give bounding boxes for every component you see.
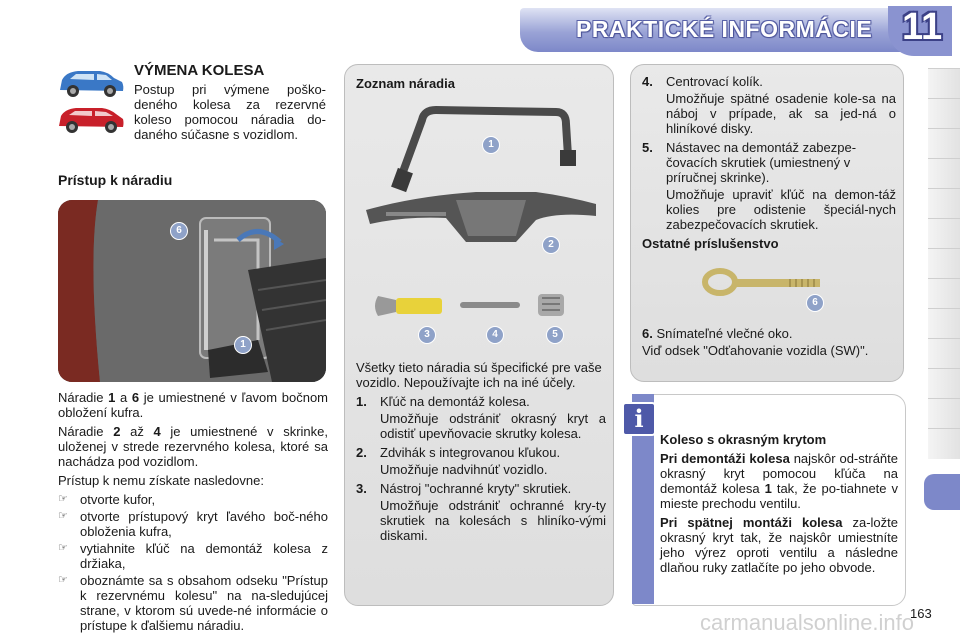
paragraph: Prístup k nemu získate nasledovne:: [58, 473, 264, 488]
photo-callout: 6: [170, 222, 188, 240]
info-title: Koleso s okrasným krytom: [660, 432, 827, 447]
side-tab[interactable]: [928, 128, 960, 159]
side-tab[interactable]: [928, 158, 960, 189]
side-tab[interactable]: [928, 68, 960, 99]
list-item: ☞ oboznámte sa s obsahom odseku "Prístup k rezervnému kolesu" na na-sledujúcej strane, v ktorom sú uvede-né informácie o prístupe k ďalšiemu náradiu.: [58, 573, 328, 633]
list-item: 5. Nástavec na demontáž zabezpe-čovacích skrutiek (umiestnený v príručnej skrinke).: [642, 140, 857, 185]
tool-callout: 5: [546, 326, 564, 344]
tool-list-heading: Zoznam náradia: [356, 76, 455, 91]
tool-callout: 1: [482, 136, 500, 154]
side-tab[interactable]: [928, 368, 960, 399]
paragraph: Náradie 2 až 4 je umiestnené v skrinke, uloženej v strede rezervného kolesa, ktoré sa nachádza pod vozidlom.: [58, 424, 328, 469]
pointing-hand-icon: ☞: [58, 574, 68, 586]
list-item-desc: Umožňuje nadvihnúť vozidlo.: [380, 462, 548, 477]
pointing-hand-icon: ☞: [58, 542, 68, 554]
list-item: 2. Zdvihák s integrovanou kľukou.: [356, 445, 561, 460]
pointing-hand-icon: ☞: [58, 493, 68, 505]
side-tab[interactable]: [928, 248, 960, 279]
list-item-desc: Umožňuje upraviť kľúč na demon-táž kolies pre odistenie špeciál-nych zabezpečovacích skrutiek.: [666, 187, 896, 232]
side-tab-active[interactable]: [924, 474, 960, 510]
pointing-hand-icon: ☞: [58, 510, 68, 522]
left-body-text: [58, 390, 328, 635]
tool-callout: 4: [486, 326, 504, 344]
list-item: 3. Nástroj "ochranné kryty" skrutiek.: [356, 481, 572, 496]
side-tab[interactable]: [928, 278, 960, 309]
info-icon: i: [622, 402, 656, 436]
intro-text: Postup pri výmene poško-deného kolesa za rezervné koleso pomocou náradia do-daného súčasne s vozidlom.: [134, 82, 326, 142]
watermark: carmanualsonline.info: [700, 610, 915, 635]
car-red-icon: [56, 102, 126, 136]
list-item: ☞ otvorte prístupový kryt ľavého boč-ného obloženia kufra,: [58, 509, 328, 539]
list-item-desc: Umožňuje spätné osadenie kole-sa na náboj v prípade, ak sa jed-ná o hliníkové disky.: [666, 91, 896, 136]
page-title: PRAKTICKÉ INFORMÁCIE: [576, 16, 873, 42]
chapter-number: 11: [902, 6, 943, 48]
list-item-desc: Umožňuje odstrániť ochranné kry-ty skrutiek na kolesách s hliníko-vými diskami.: [380, 498, 606, 543]
paragraph: 6. Snímateľné vlečné oko.: [642, 326, 793, 341]
list-item: 1. Kľúč na demontáž kolesa.: [356, 394, 530, 409]
accessories-footnote: [642, 326, 896, 360]
paragraph: Všetky tieto náradia sú špecifické pre vaše vozidlo. Nepoužívajte ich na iné účely.: [356, 360, 602, 390]
list-item: 4. Centrovací kolík.: [642, 74, 763, 89]
list-item: ☞ vytiahnite kľúč na demontáž kolesa z držiaka,: [58, 541, 328, 571]
side-tab[interactable]: [928, 308, 960, 339]
paragraph: Náradie 1 a 6 je umiestnené v ľavom bočnom obložení kufra.: [58, 390, 328, 420]
tool-callout: 2: [542, 236, 560, 254]
page-number: 163: [910, 606, 932, 621]
side-tab[interactable]: [928, 188, 960, 219]
tools-illustration: [356, 100, 606, 360]
photo-callout: 1: [234, 336, 252, 354]
trunk-tool-photo: [58, 200, 326, 382]
info-text: [660, 432, 898, 579]
accessories-text: [642, 74, 896, 251]
side-tab[interactable]: [928, 428, 960, 459]
section-title: VÝMENA KOLESA: [134, 62, 265, 79]
side-tab[interactable]: [928, 398, 960, 429]
paragraph: Pri demontáži kolesa najskôr od-stráňte okrasný kryt pomocou kľúča na demontáž kolesa 1 tak, že po-tiahnete v mieste prechodu ventilu.: [660, 451, 898, 511]
tool-callout: 3: [418, 326, 436, 344]
accessory-callout: 6: [806, 294, 824, 312]
tool-list-text: [356, 360, 606, 547]
other-accessories-heading: Ostatné príslušenstvo: [642, 236, 779, 251]
side-tab[interactable]: [928, 98, 960, 129]
car-blue-icon: [56, 66, 126, 100]
list-item-desc: Umožňuje odstrániť okrasný kryt a odistiť upevňovacie skrutky kolesa.: [380, 411, 606, 441]
side-tab[interactable]: [928, 218, 960, 249]
side-tab[interactable]: [928, 338, 960, 369]
chapter-side-tabs: [928, 68, 960, 628]
paragraph: Pri spätnej montáži kolesa za-ložte okrasný kryt tak, že najskôr umiestníte jeho výrez oproti ventilu a následne dlaňou ruky zatlačíte po jeho obvode.: [660, 515, 898, 575]
subheading-tool-access: Prístup k náradiu: [58, 172, 173, 188]
paragraph: Viď odsek "Odťahovanie vozidla (SW)".: [642, 343, 869, 358]
list-item: ☞ otvorte kufor,: [58, 492, 156, 507]
